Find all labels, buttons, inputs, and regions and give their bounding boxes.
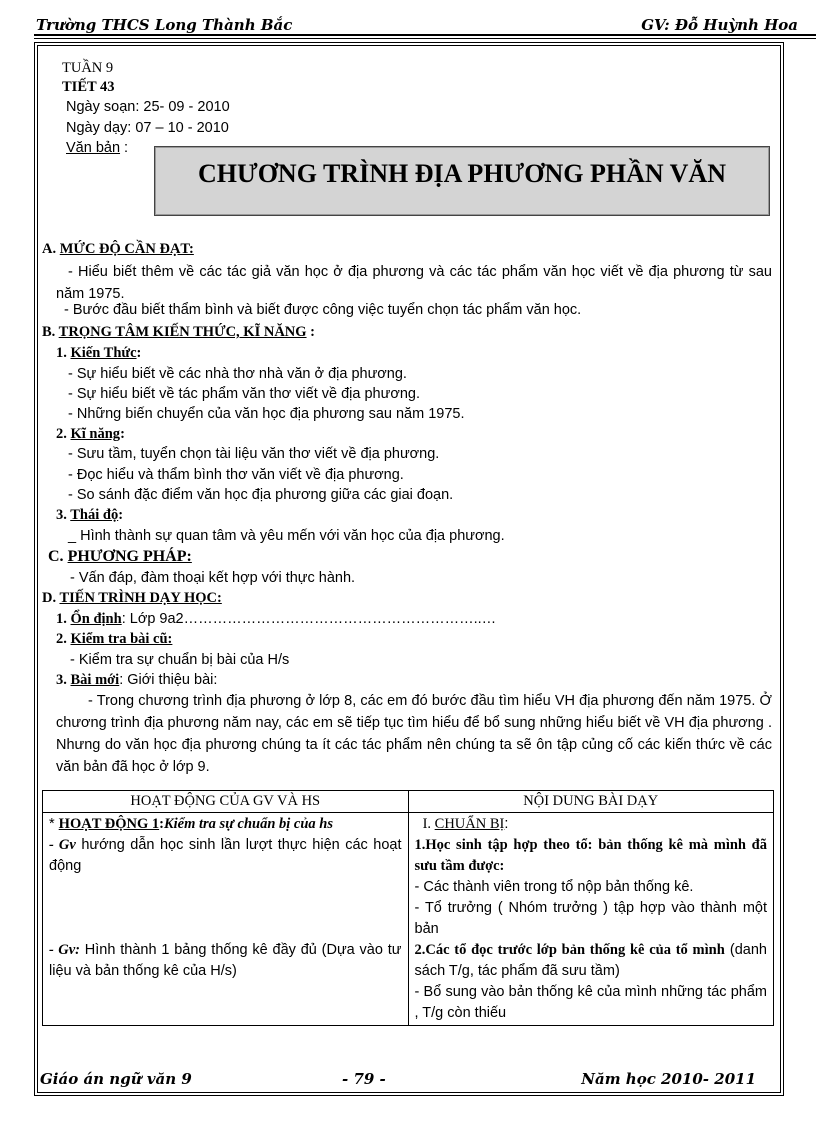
gv-instruction-2: - Gv: Hình thành 1 bảng thống kê đầy đủ (Dựa vào tư liệu và bản thống kê của H/s) — [49, 942, 402, 979]
attitude-heading: 3. Thái độ: — [56, 507, 124, 523]
genre-line — [66, 140, 128, 156]
section-i-heading: I. CHUẨN BỊ: — [422, 816, 509, 832]
genre-label: Văn bản — [66, 140, 121, 156]
table-header-row — [43, 791, 774, 813]
lesson-title-box — [154, 146, 770, 216]
col-activities-header: HOẠT ĐỘNG CỦA GV VÀ HS — [43, 791, 409, 813]
knowledge-item-2: - Sự hiểu biết về tác phẩm văn thơ viết về địa phương. — [68, 386, 420, 402]
genre-colon: : — [120, 140, 129, 156]
step2-heading: 2. Kiểm tra bài cũ: — [56, 631, 173, 647]
lesson-table — [42, 790, 774, 1026]
lesson-title: CHƯƠNG TRÌNH ĐỊA PHƯƠNG PHẦN VĂN — [198, 159, 726, 188]
prep-date: Ngày soạn: 25- 09 - 2010 — [66, 99, 230, 115]
skills-item-3: - So sánh đặc điểm văn học địa phương giữa các giai đoạn. — [68, 487, 454, 503]
content-item-2-title: 2.Các tổ đọc trước lớp bản thống kê của tổ mình (danh sách T/g, tác phẩm đã sưu tầm) — [414, 942, 767, 979]
section-c-line1: - Vấn đáp, đàm thoại kết hợp với thực hành. — [70, 570, 356, 586]
attitude-item-1: _ Hình thành sự quan tâm và yêu mến với văn học của địa phương. — [68, 528, 505, 544]
content-item-2-line1: - Bổ sung vào bản thống kê của mình những tác phẩm , T/g còn thiếu — [414, 984, 767, 1021]
knowledge-heading: 1. Kiến Thức: — [56, 345, 142, 361]
skills-heading: 2. Kĩ năng: — [56, 426, 125, 442]
gv-instruction-1: - Gv hướng dẫn học sinh lần lượt thực hiện các hoạt động — [49, 837, 402, 874]
section-a-line1: - Hiểu biết thêm về các tác giả văn học ở địa phương và các tác phẩm văn học viết về địa phương từ sau năm 1975. — [56, 264, 772, 302]
header-rule-thin — [34, 38, 816, 39]
footer-right: Năm học 2010- 2011 — [581, 1070, 756, 1088]
content-cell — [408, 813, 774, 1026]
knowledge-item-1: - Sự hiểu biết về các nhà thơ nhà văn ở địa phương. — [68, 366, 407, 382]
content-item-1-line2: - Tổ trưởng ( Nhóm trưởng ) tập hợp vào thành một bản — [414, 900, 767, 937]
activities-cell — [43, 813, 409, 1026]
section-c-heading: C. PHƯƠNG PHÁP: — [48, 548, 192, 565]
header-rule — [34, 34, 816, 36]
content-item-1-title: 1.Học sinh tập hợp theo tổ: bản thống kê mà mình đã sưu tầm được: — [414, 837, 767, 874]
step2-text: - Kiểm tra sự chuẩn bị bài của H/s — [70, 652, 290, 668]
col-content-header: NỘI DUNG BÀI DẠY — [408, 791, 774, 813]
knowledge-item-3: - Những biến chuyển của văn học địa phương sau năm 1975. — [68, 406, 465, 422]
teacher-name: GV: Đỗ Huỳnh Hoa — [641, 16, 798, 34]
page-header — [34, 14, 816, 36]
teach-date: Ngày dạy: 07 – 10 - 2010 — [66, 120, 229, 136]
step1-line: 1. Ổn định: Lớp 9a2……………………………………………………..… — [56, 611, 497, 627]
week-label: TUẦN 9 — [62, 60, 114, 76]
activity-1-heading: * HOẠT ĐỘNG 1:Kiểm tra sự chuẩn bị của hs — [49, 816, 333, 832]
skills-item-2: - Đọc hiểu và thẩm bình thơ văn viết về địa phương. — [68, 467, 404, 483]
page-number: - 79 - — [342, 1070, 386, 1088]
step3-line: 3. Bài mới: Giới thiệu bài: — [56, 672, 218, 688]
period-label: TIẾT 43 — [62, 79, 115, 95]
footer-left: Giáo án ngữ văn 9 — [40, 1070, 192, 1088]
section-a-heading: A. MỨC ĐỘ CẦN ĐẠT: — [42, 241, 194, 257]
section-b-heading: B. TRỌNG TÂM KIẾN THỨC, KĨ NĂNG : — [42, 324, 316, 340]
skills-item-1: - Sưu tầm, tuyển chọn tài liệu văn thơ viết về địa phương. — [68, 446, 440, 462]
section-d-heading: D. TIẾN TRÌNH DẠY HỌC: — [42, 590, 222, 606]
page-footer — [40, 1070, 780, 1090]
intro-paragraph: - Trong chương trình địa phương ở lớp 8, các em đó bước đầu tìm hiểu VH địa phương đến năm 1975. Ở chương trình địa phương năm nay, các em sẽ tiếp tục tìm hiểu để bổ sung những hiểu biết về VH địa phương . Nhưng do văn học địa phương chúng ta ít các tác phẩm nên chúng ta sẽ ôn tập củng cố các kiến thức về các văn bản đã học ở lớp 9. — [56, 693, 772, 775]
school-name: Trường THCS Long Thành Bắc — [36, 16, 293, 34]
content-item-1-line1: - Các thành viên trong tổ nộp bản thống kê. — [414, 879, 694, 895]
section-a-line2: - Bước đầu biết thẩm bình và biết được công việc tuyển chọn tác phẩm văn học. — [64, 302, 582, 318]
table-row — [43, 813, 774, 1026]
